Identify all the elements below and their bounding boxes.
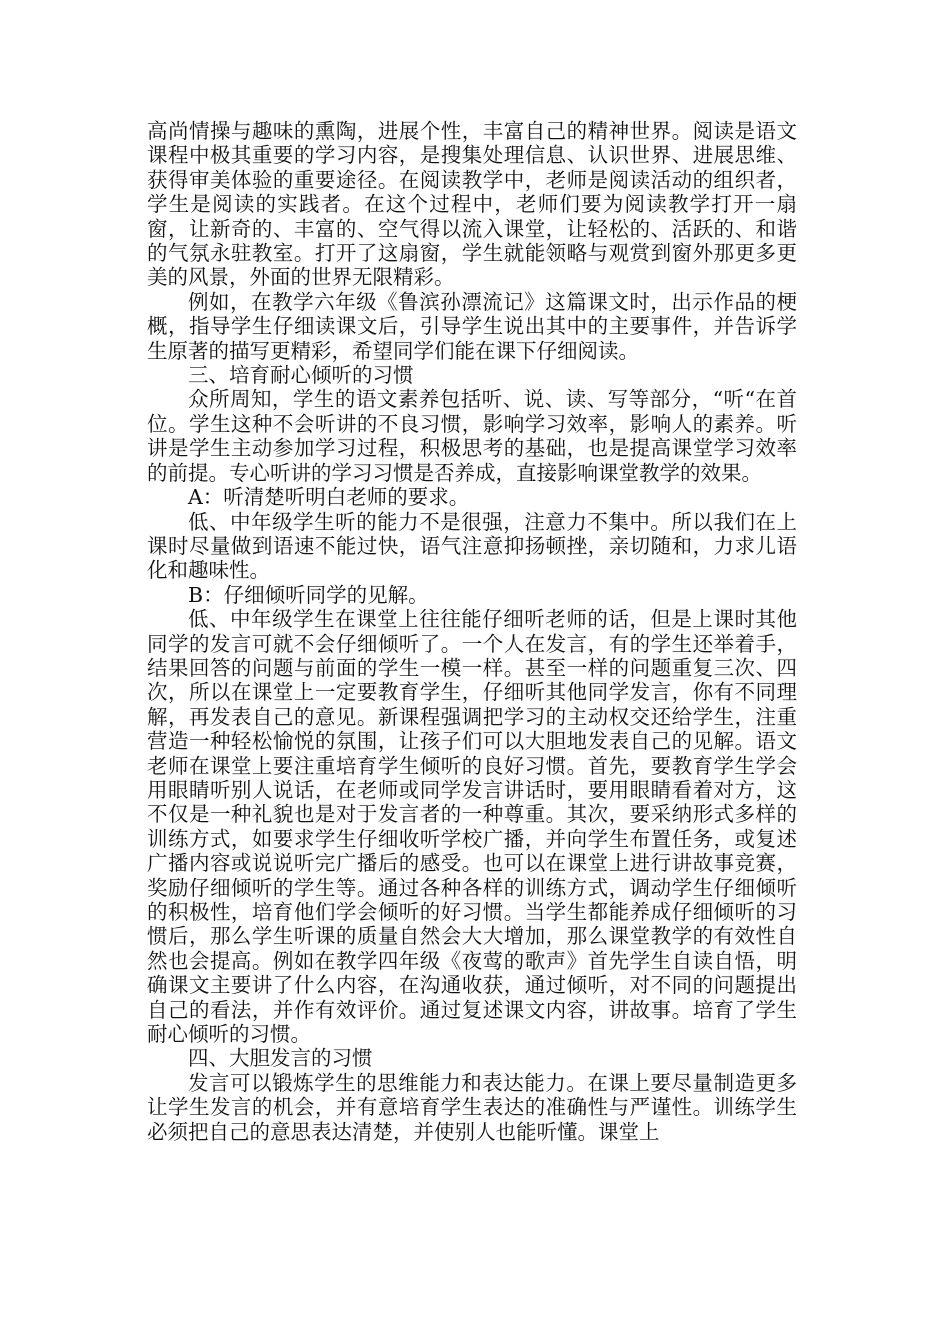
section-heading-speaking: 四、大胆发言的习惯	[188, 1046, 373, 1071]
body-paragraph-example-robinson: 例如，在教学六年级《鲁滨孙漂流记》这篇课文时，出示作品的梗概，指导学生仔细读课文后，引导学生说出其中的主要事件，并告诉学生原著的描写更精彩，希望同学们能在课下仔细阅读。	[147, 289, 797, 363]
body-paragraph-continuation: 高尚情操与趣味的熏陶，进展个性，丰富自己的精神世界。阅读是语文课程中极其重要的学习内容，是搜集处理信息、认识世界、进展思维、获得审美体验的重要途径。在阅读教学中，老师是阅读活动的组织者，学生是阅读的实践者。在这个过程中，老师们要为阅读教学打开一扇窗，让新奇的、丰富的、空气得以流入课堂，让轻松的、活跃的、和谐的气氛永驻教室。打开了这扇窗，学生就能领略与观赏到窗外那更多更美的风景，外面的世界无限精彩。	[147, 119, 797, 290]
subheading-b: B：仔细倾听同学的见解。	[188, 582, 429, 607]
body-paragraph-a: 低、中年级学生听的能力不是很强，注意力不集中。所以我们在上课时尽量做到语速不能过快，语气注意抑扬顿挫，亲切随和，力求儿语化和趣味性。	[147, 509, 797, 583]
body-paragraph-b: 低、中年级学生在课堂上往往能仔细听老师的话，但是上课时其他同学的发言可就不会仔细倾听了。一个人在发言，有的学生还举着手，结果回答的问题与前面的学生一模一样。甚至一样的问题重复三次、四次，所以在课堂上一定要教育学生，仔细听其他同学发言，你有不同理解，再发表自己的意见。新课程强调把学习的主动权交还给学生，注重营造一种轻松愉悦的氛围，让孩子们可以大胆地发表自己的见解。语文老师在课堂上要注重培育学生倾听的良好习惯。首先，要教育学生学会用眼睛听别人说话，在老师或同学发言讲话时，要用眼睛看着对方，这不仅是一种礼貌也是对于发言者的一种尊重。其次，要采纳形式多样的训练方式，如要求学生仔细收听学校广播，并向学生布置任务，或复述广播内容或说说听完广播后的感受。也可以在课堂上进行讲故事竞赛，奖励仔细倾听的学生等。通过各种各样的训练方式，调动学生仔细倾听的积极性，培育他们学会倾听的好习惯。当学生都能养成仔细倾听的习惯后，那么学生听课的质量自然会大大增加，那么课堂教学的有效性自然也会提高。例如在教学四年级《夜莺的歌声》首先学生自读自悟，明确课文主要讲了什么内容，在沟通收获，通过倾听，对不同的问题提出自己的看法，并作有效评价。通过复述课文内容，讲故事。培育了学生耐心倾听的习惯。	[147, 607, 797, 1047]
subheading-a: A：听清楚听明白老师的要求。	[188, 485, 470, 510]
document-page	[147, 119, 797, 1144]
section-heading-listening: 三、培育耐心倾听的习惯	[188, 363, 414, 388]
body-paragraph-speaking: 发言可以锻炼学生的思维能力和表达能力。在课上要尽量制造更多让学生发言的机会，并有意培育学生表达的准确性与严谨性。训练学生必须把自己的意思表达清楚，并使别人也能听懂。课堂上	[147, 1070, 797, 1144]
body-paragraph-listening-intro: 众所周知，学生的语文素养包括听、说、读、写等部分，“听“在首位。学生这种不会听讲的不良习惯，影响学习效率，影响人的素养。听讲是学生主动参加学习过程，积极思考的基础，也是提高课堂学习效率的前提。专心听讲的学习习惯是否养成，直接影响课堂教学的效果。	[147, 387, 797, 485]
